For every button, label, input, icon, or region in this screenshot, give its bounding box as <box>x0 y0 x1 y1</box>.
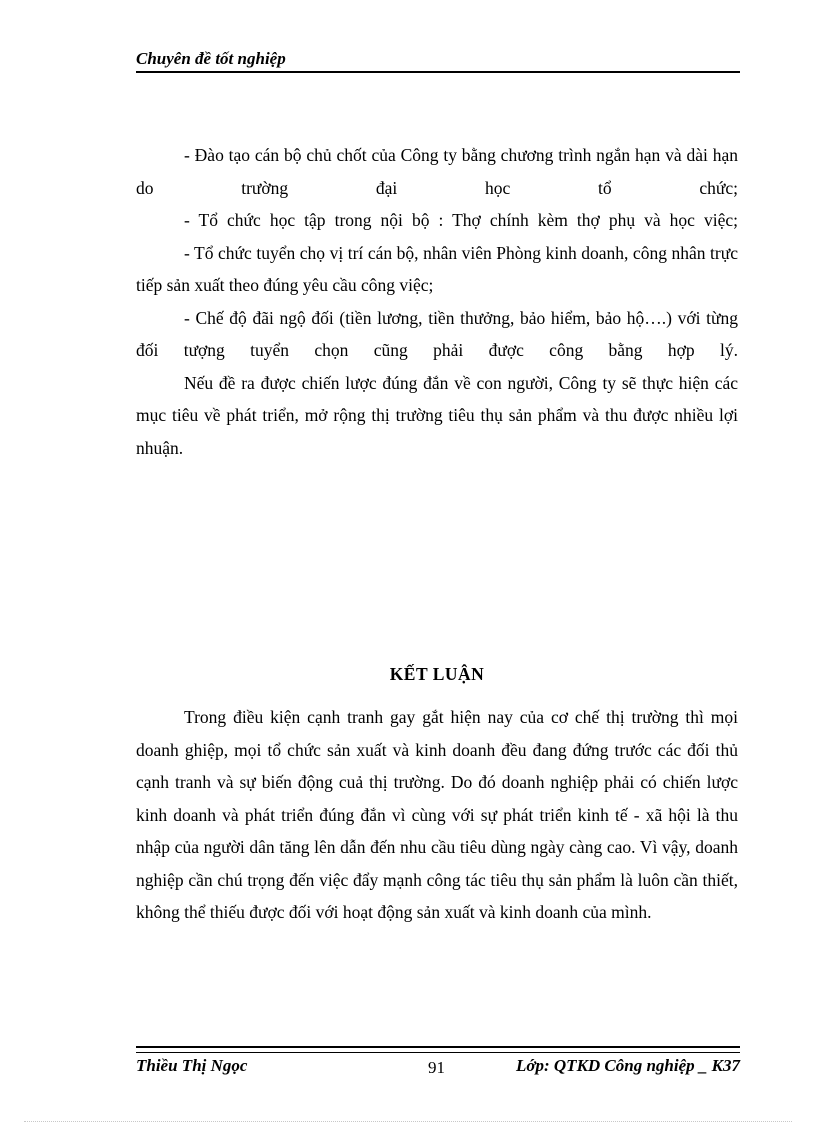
footer-class-label: Lớp: QTKD Công nghiệp _ K37 <box>515 1056 740 1075</box>
page-footer <box>136 1054 740 1078</box>
paragraph-conclusion: Trong điều kiện cạnh tranh gay gắt hiện nay của cơ chế thị trường thì mọi doanh ghiệp, mọi tổ chức sản xuất và kinh doanh đều đang đứng trước các đối thủ cạnh tranh và sự biến động cuả thị trường. Do đó doanh nghiệp phải có chiến lược kinh doanh và phát triển đúng đắn vì cùng với sự phát triển kinh tế - xã hội là thu nhập của người dân tăng lên dẫn đến nhu cầu tiêu dùng ngày càng cao. Vì vậy, doanh nghiệp cần chú trọng đến việc đẩy mạnh công tác tiêu thụ sản phẩm là luôn cần thiết, không thể thiếu được đối với hoạt động sản xuất và kinh doanh của mình. <box>136 707 738 922</box>
paragraph-recruitment: - Tổ chức tuyển chọ vị trí cán bộ, nhân viên Phòng kinh doanh, công nhân trực tiếp sản xuất theo đúng yêu cầu công việc; <box>136 242 738 295</box>
conclusion-heading: KẾT LUẬN <box>389 664 485 684</box>
paragraph-strategy-summary: Nếu đề ra được chiến lược đúng đắn về con người, Công ty sẽ thực hiện các mục tiêu về phát triển, mở rộng thị trường tiêu thụ sản phẩm và thu được nhiều lợi nhuận. <box>136 372 738 458</box>
page-header <box>136 49 740 73</box>
paragraph-training: - Đào tạo cán bộ chủ chốt của Công ty bằng chương trình ngắn hạn và dài hạn do trường đại học tổ chức; <box>136 145 738 198</box>
paragraph-remuneration: - Chế độ đãi ngộ đối (tiền lương, tiền thưởng, bảo hiểm, bảo hộ….) với từng đối tượng tuyển chọn cũng phải được công bằng hợp lý. <box>136 307 738 360</box>
section-conclusion <box>136 701 738 929</box>
header-rule <box>136 71 740 73</box>
page-bottom-border <box>24 1121 792 1122</box>
footer-rule <box>136 1046 740 1053</box>
paragraph-internal-learning: - Tổ chức học tập trong nội bộ : Thợ chính kèm thợ phụ và học việc; <box>184 210 738 230</box>
section-recruitment-training <box>136 139 738 464</box>
page-number: 91 <box>428 1058 445 1077</box>
footer-author: Thiều Thị Ngọc <box>136 1056 248 1075</box>
header-title: Chuyên đề tốt nghiệp <box>136 49 286 68</box>
